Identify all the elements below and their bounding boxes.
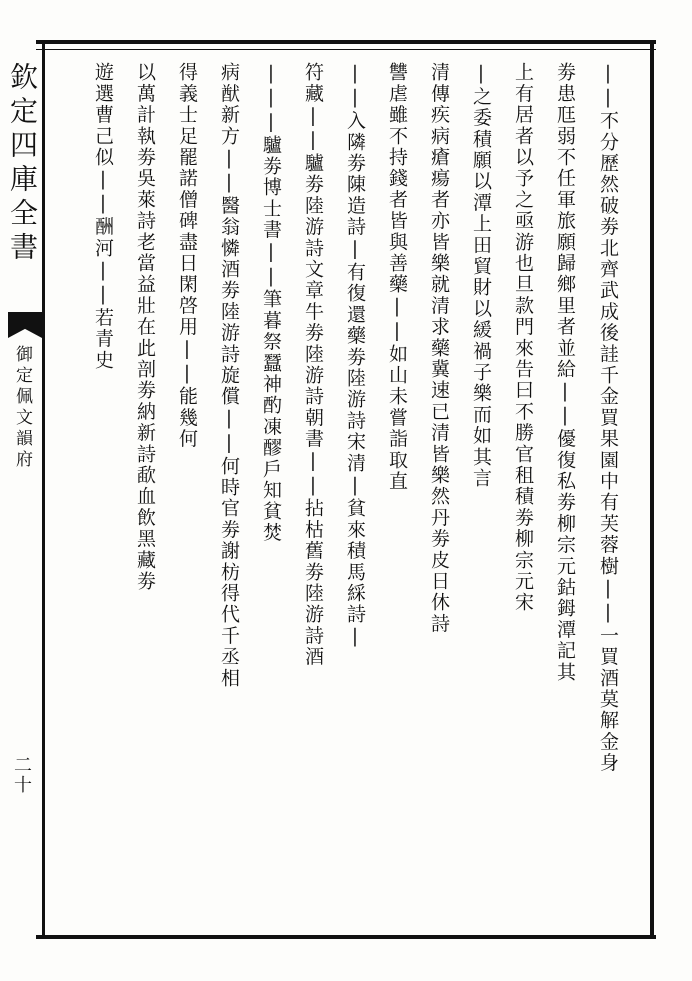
text-column-13: 遊選曹己似||酬河||若青史 [92, 62, 114, 371]
top-border-inner [36, 49, 656, 50]
top-border [36, 40, 656, 44]
text-column-8: 符藏||驢劵陸游詩文章牛劵陸游詩朝書||拈枯舊劵陸游詩酒 [302, 62, 324, 668]
margin-header: 欽定四庫全書 [6, 62, 39, 266]
text-column-6: 讐虐雖不持錢者皆與善藥||如山未嘗詣取直 [386, 62, 408, 492]
text-column-2: 劵患尫弱不任軍旅願歸鄉里者並給||優復私劵柳宗元鈷鉧潭記其 [554, 62, 576, 683]
right-border [650, 40, 654, 939]
text-column-10: 病猷新方||醫翁憐酒劵陸游詩旋償||何時官劵謝枋得代千丞相 [218, 62, 240, 689]
page-number: 二十 [11, 755, 32, 795]
left-border [42, 40, 45, 939]
text-column-3: 上有居者以予之亟游也旦款門來告曰不勝官租積劵柳宗元宋 [512, 62, 534, 614]
fishtail-mark [8, 312, 42, 338]
text-column-1: ||不分歷然破劵北齊武成後詿千金買果園中有芙蓉樹||一買酒莫解金身 [597, 62, 619, 774]
text-column-5: 清傳疾病瘡瘍者亦皆樂就清求藥冀速已清皆樂然丹劵皮日休詩 [428, 62, 450, 635]
book-title: 御定佩文韻府 [12, 345, 32, 471]
text-column-4: |之委積願以潭上田貿財以緩禍子樂而如其言 [470, 62, 492, 489]
text-column-7: ||入隣劵陳造詩|有復還藥劵陸游詩宋清|貧來積馬綵詩| [344, 62, 366, 650]
text-column-9: |||驢劵博士書||筆暮祭蠶神酌凍醪戶知貧焚 [260, 62, 282, 544]
text-column-11: 得義士足罷諾僧碑盡日閑啓用||能幾何 [176, 62, 198, 450]
text-column-12: 以萬計執劵吳萊詩老當益壯在此剖劵納新詩歃血飲黑藏劵 [134, 62, 156, 592]
